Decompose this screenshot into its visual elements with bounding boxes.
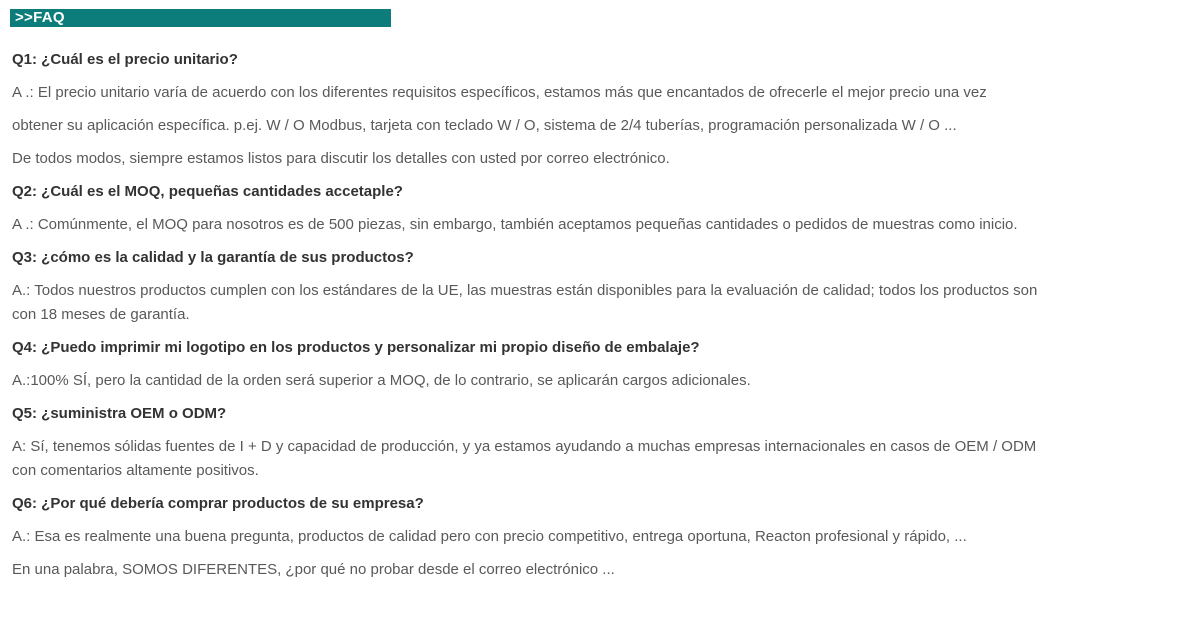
faq-section (0, 48, 1062, 582)
faq-item (12, 246, 1062, 327)
faq-question: Q6: ¿Por qué debería comprar productos de su empresa? (12, 495, 424, 512)
faq-item (12, 48, 1062, 171)
faq-answer-paragraph: obtener su aplicación específica. p.ej. W / O Modbus, tarjeta con teclado W / O, sistema de 2/4 tuberías, programación personalizada W / O ... (12, 117, 957, 134)
faq-answer-paragraph: A .: Comúnmente, el MOQ para nosotros es de 500 piezas, sin embargo, también aceptamos pequeñas cantidades o pedidos de muestras como inicio. (12, 216, 1018, 233)
faq-question: Q4: ¿Puedo imprimir mi logotipo en los productos y personalizar mi propio diseño de embalaje? (12, 339, 700, 356)
faq-answer-paragraph: En una palabra, SOMOS DIFERENTES, ¿por qué no probar desde el correo electrónico ... (12, 561, 615, 578)
faq-answer-paragraph: A.: Esa es realmente una buena pregunta, productos de calidad pero con precio competitivo, entrega oportuna, Reacton profesional y rápido, ... (12, 528, 967, 545)
faq-item (12, 336, 1062, 393)
faq-answer-paragraph: A.: Todos nuestros productos cumplen con los estándares de la UE, las muestras están disponibles para la evaluación de calidad; todos los productos son con 18 meses de garantía. (12, 282, 1038, 323)
faq-header-label: >>FAQ (15, 9, 65, 26)
faq-answer-paragraph: A.:100% SÍ, pero la cantidad de la orden será superior a MOQ, de lo contrario, se aplicarán cargos adicionales. (12, 372, 751, 389)
faq-header-bar (10, 9, 391, 27)
faq-answer-paragraph: A: Sí, tenemos sólidas fuentes de I + D y capacidad de producción, y ya estamos ayudando a muchas empresas internacionales en casos de OEM / ODM con comentarios altamente positivos. (12, 438, 1037, 479)
faq-item (12, 492, 1062, 582)
faq-item (12, 180, 1062, 237)
faq-item (12, 402, 1062, 483)
faq-question: Q5: ¿suministra OEM o ODM? (12, 405, 227, 422)
faq-question: Q2: ¿Cuál es el MOQ, pequeñas cantidades accetaple? (12, 183, 403, 200)
faq-answer-paragraph: De todos modos, siempre estamos listos para discutir los detalles con usted por correo electrónico. (12, 150, 670, 167)
faq-question: Q3: ¿cómo es la calidad y la garantía de sus productos? (12, 249, 414, 266)
faq-question: Q1: ¿Cuál es el precio unitario? (12, 51, 238, 68)
faq-answer-paragraph: A .: El precio unitario varía de acuerdo con los diferentes requisitos específicos, estamos más que encantados de ofrecerle el mejor precio una vez (12, 84, 987, 101)
